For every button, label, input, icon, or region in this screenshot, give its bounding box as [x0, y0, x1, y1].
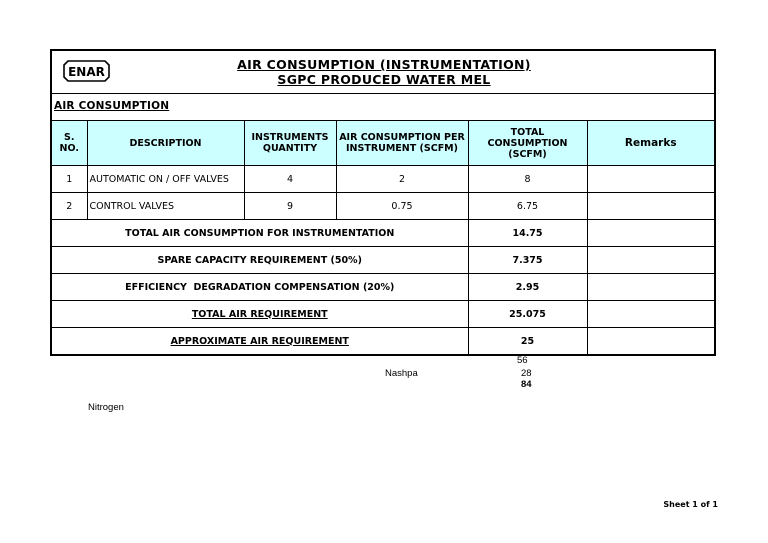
summary-value: 14.75	[468, 220, 587, 247]
header-row	[52, 121, 714, 166]
cell-sno: 1	[52, 166, 87, 193]
header-description: DESCRIPTION	[87, 121, 244, 166]
summary-row	[52, 247, 714, 274]
summary-value: 2.95	[468, 274, 587, 301]
cell-per-instrument: 2	[336, 166, 468, 193]
extra-value-3: 84	[521, 379, 532, 390]
summary-label: APPROXIMATE AIR REQUIREMENT	[52, 328, 468, 355]
title-line-1: AIR CONSUMPTION (INSTRUMENTATION)	[237, 57, 531, 72]
summary-value: 25.075	[468, 301, 587, 328]
cell-description: CONTROL VALVES	[87, 193, 244, 220]
summary-row	[52, 328, 714, 355]
nitrogen-label: Nitrogen	[88, 402, 124, 413]
summary-label: TOTAL AIR REQUIREMENT	[52, 301, 468, 328]
summary-remarks	[587, 220, 714, 247]
summary-label: SPARE CAPACITY REQUIREMENT (50%)	[52, 247, 468, 274]
table-row	[52, 193, 714, 220]
extra-value-2: 28	[521, 368, 532, 379]
header-quantity: INSTRUMENTS QUANTITY	[244, 121, 336, 166]
cell-sno: 2	[52, 193, 87, 220]
header-sno: S. NO.	[52, 121, 87, 166]
cell-remarks	[587, 193, 714, 220]
summary-remarks	[587, 274, 714, 301]
title-row	[52, 51, 714, 94]
extra-value-1: 56	[517, 355, 528, 366]
sheet-footer: Sheet 1 of 1	[663, 500, 718, 509]
summary-remarks	[587, 301, 714, 328]
air-consumption-sheet	[50, 49, 716, 356]
summary-row	[52, 274, 714, 301]
cell-total: 8	[468, 166, 587, 193]
title-block	[52, 57, 714, 87]
cell-remarks	[587, 166, 714, 193]
cell-description: AUTOMATIC ON / OFF VALVES	[87, 166, 244, 193]
section-label: AIR CONSUMPTION	[54, 100, 170, 112]
cell-per-instrument: 0.75	[336, 193, 468, 220]
logo-text: ENAR	[68, 65, 105, 79]
summary-value: 25	[468, 328, 587, 355]
nashpa-label: Nashpa	[385, 368, 418, 379]
header-total: TOTAL CONSUMPTION (SCFM)	[468, 121, 587, 166]
summary-label: EFFICIENCY DEGRADATION COMPENSATION (20%)	[52, 274, 468, 301]
table-row	[52, 166, 714, 193]
consumption-table	[52, 121, 714, 354]
summary-remarks	[587, 247, 714, 274]
header-per-instrument: AIR CONSUMPTION PER INSTRUMENT (SCFM)	[336, 121, 468, 166]
header-remarks: Remarks	[587, 121, 714, 166]
summary-row	[52, 301, 714, 328]
summary-row	[52, 220, 714, 247]
title-line-2: SGPC PRODUCED WATER MEL	[277, 72, 491, 87]
cell-total: 6.75	[468, 193, 587, 220]
summary-remarks	[587, 328, 714, 355]
cell-quantity: 4	[244, 166, 336, 193]
cell-quantity: 9	[244, 193, 336, 220]
section-row	[52, 94, 714, 121]
summary-value: 7.375	[468, 247, 587, 274]
summary-label: TOTAL AIR CONSUMPTION FOR INSTRUMENTATION	[52, 220, 468, 247]
